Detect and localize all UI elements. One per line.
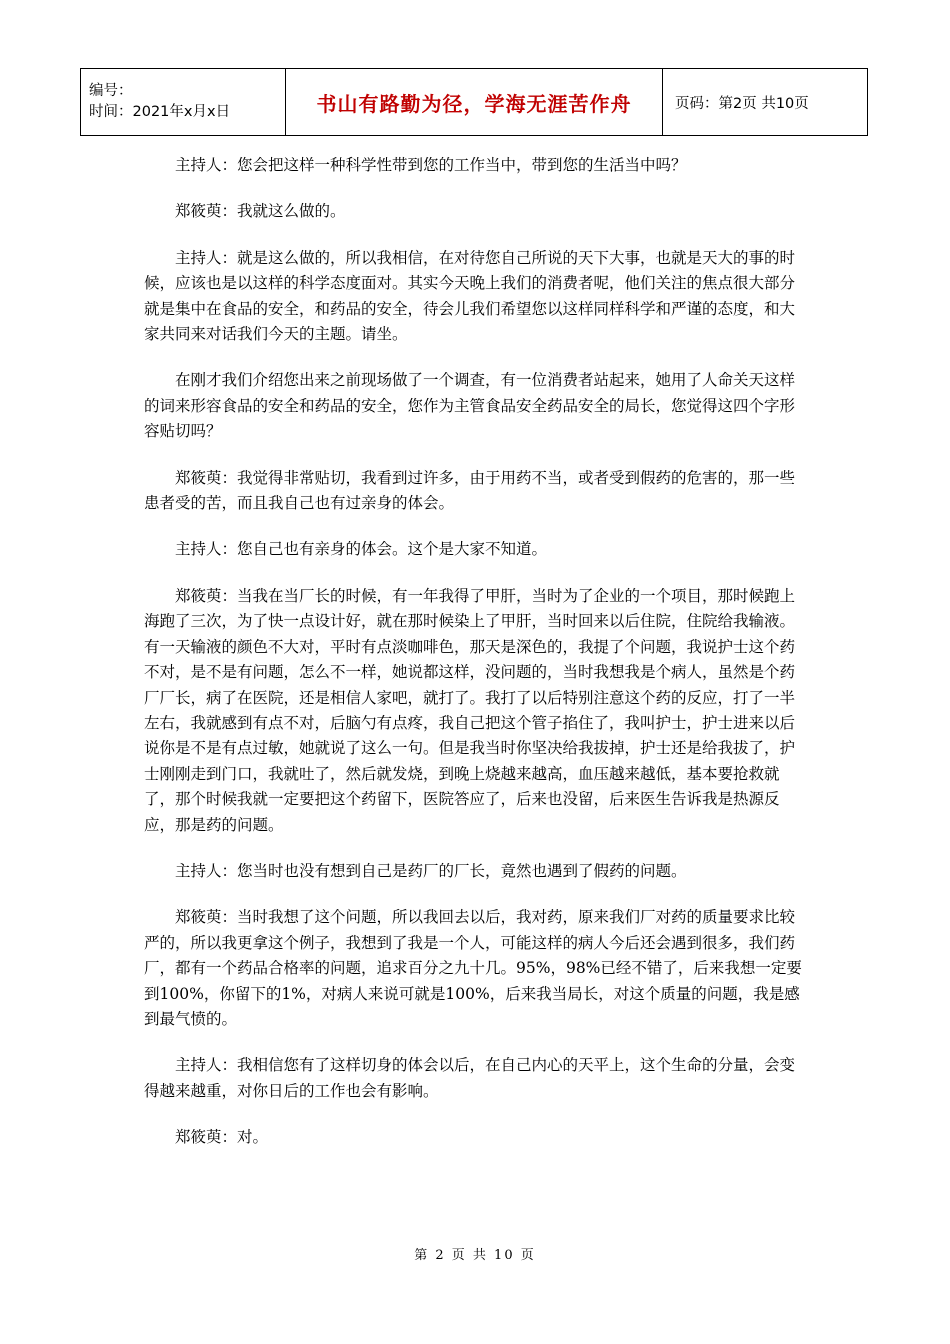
document-number-label: 编号：	[89, 83, 133, 99]
paragraph: 郑筱萸：我觉得非常贴切，我看到过许多，由于用药不当，或者受到假药的危害的，那一些患者受的苦，而且我自己也有过亲身的体会。	[144, 468, 796, 513]
paragraph: 主持人：您自己也有亲身的体会。这个是大家不知道。	[175, 540, 548, 559]
header-page-info: 页码：第2页 共10页	[663, 69, 868, 136]
header-meta-cell	[81, 69, 286, 136]
paragraph: 郑筱萸：当时我想了这个问题，所以我回去以后，我对药，原来我们厂对药的质量要求比较严的，所以我更拿这个例子，我想到了我是一个人，可能这样的病人今后还会遇到很多，我们药厂，都有一个药品合格率的问题，追求百分之九十几。95%，98%已经不错了，后来我想一定要到100%，你留下的1%，对病人来说可就是100%，后来我当局长，对这个质量的问题，我是感到最气愤的。	[144, 908, 802, 1028]
paragraph: 郑筱萸：对。	[175, 1128, 269, 1147]
paragraph: 主持人：我相信您有了这样切身的体会以后，在自己内心的天平上，这个生命的分量，会变得越来越重，对你日后的工作也会有影响。	[144, 1056, 796, 1100]
paragraph: 郑筱萸：我就这么做的。	[175, 202, 346, 221]
header-motto: 书山有路勤为径，学海无涯苦作舟	[286, 69, 663, 136]
document-date-label: 时间：2021年x月x日	[89, 104, 231, 120]
paragraph: 郑筱萸：当我在当厂长的时候，有一年我得了甲肝，当时为了企业的一个项目，那时候跑上海跑了三次，为了快一点设计好，就在那时候染上了甲肝，当时回来以后住院，住院给我输液。有一天输液的颜色不大对，平时有点淡咖啡色，那天是深色的，我提了个问题，我说护士这个药不对，是不是有问题，怎么不一样，她说都这样，没问题的，当时我想我是个病人，虽然是个药厂厂长，病了在医院，还是相信人家吧，就打了。我打了以后特别注意这个药的反应，打了一半左右，我就感到有点不对，后脑勺有点疼，我自己把这个管子掐住了，我叫护士，护士进来以后说你是不是有点过敏，她就说了这么一句。但是我当时你坚决给我拔掉，护士还是给我拔了，护士刚刚走到门口，我就吐了，然后就发烧，到晚上烧越来越高，血压越来越低，基本要抢救就了，那个时候我就一定要把这个药留下，医院答应了，后来也没留，后来医生告诉我是热源反应，那是药的问题。	[144, 586, 796, 834]
document-body	[144, 153, 806, 1172]
paragraph: 主持人：您会把这样一种科学性带到您的工作当中，带到您的生活当中吗？	[175, 156, 687, 174]
header-table	[80, 68, 868, 136]
page-footer: 第 2 页 共 10 页	[414, 1248, 536, 1263]
paragraph: 主持人：您当时也没有想到自己是药厂的厂长，竟然也遇到了假药的问题。	[175, 861, 687, 880]
paragraph: 主持人：就是这么做的，所以我相信，在对待您自己所说的天下大事，也就是天大的事的时候，应该也是以这样的科学态度面对。其实今天晚上我们的消费者呢，他们关注的焦点很大部分就是集中在食品的安全，和药品的安全，待会儿我们希望您以这样同样科学和严谨的态度，和大家共同来对话我们今天的主题。请坐。	[144, 248, 796, 344]
paragraph: 在刚才我们介绍您出来之前现场做了一个调查，有一位消费者站起来，她用了人命关天这样的词来形容食品的安全和药品的安全，您作为主管食品安全药品安全的局长，您觉得这四个字形容贴切吗？	[144, 371, 796, 441]
